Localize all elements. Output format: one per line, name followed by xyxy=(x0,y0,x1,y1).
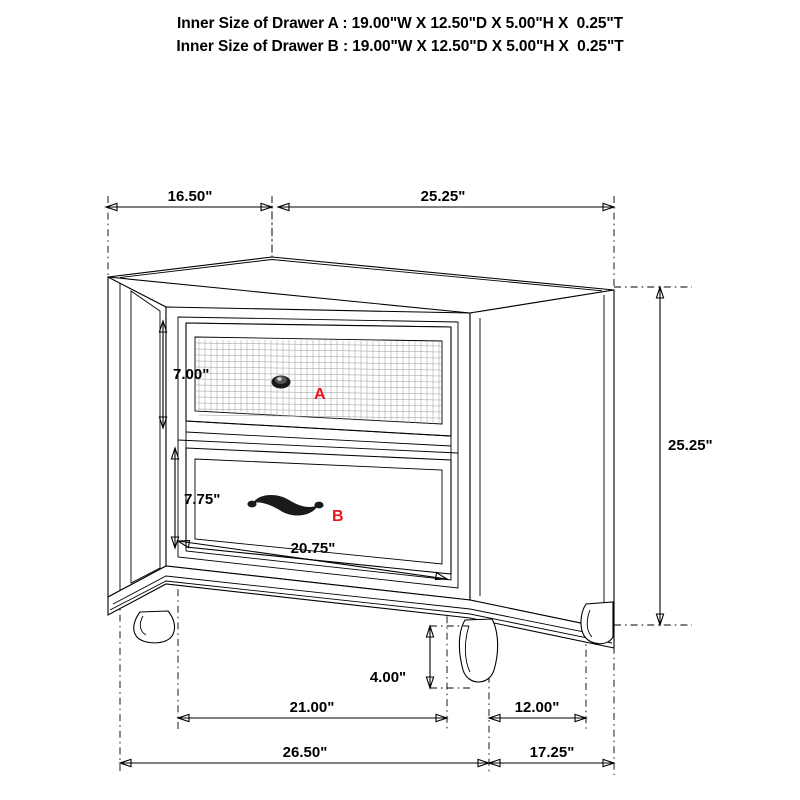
drawer-a[interactable] xyxy=(186,323,451,436)
dim-top-right-text: 25.25" xyxy=(420,188,466,205)
drawer-b-label: B xyxy=(332,508,344,525)
leg-back-right xyxy=(581,602,613,644)
leg-front-right xyxy=(459,619,497,682)
dim-drawer-b-width-text: 20.75" xyxy=(290,540,336,557)
dim-drawer-b-height-text: 7.75" xyxy=(184,491,221,508)
round-knob-icon[interactable] xyxy=(272,376,291,389)
dim-overall-width-text: 26.50" xyxy=(282,744,328,761)
top-dimension-group xyxy=(106,188,614,211)
drawer-b-inner-size-text: Inner Size of Drawer B : 19.00"W X 12.50"D X 5.00"H X 0.25"T xyxy=(176,38,624,55)
dim-top-left-text: 16.50" xyxy=(167,188,213,205)
bottom-dimension-group xyxy=(120,699,614,767)
cabinet-body xyxy=(108,257,614,682)
dim-leg-height-text: 4.00" xyxy=(369,669,407,686)
dim-bottom-front-width-text: 21.00" xyxy=(289,699,335,716)
dim-right-height-text: 25.25" xyxy=(668,437,713,454)
dim-drawer-a-height-text: 7.00" xyxy=(173,366,210,383)
leg-front-left xyxy=(134,611,175,643)
right-height-dimension-group xyxy=(656,287,712,625)
dim-overall-depth-text: 17.25" xyxy=(529,744,575,761)
drawer-a-inner-size-text: Inner Size of Drawer A : 19.00"W X 12.50"D X 5.00"H X 0.25"T xyxy=(177,15,623,32)
dim-bottom-side-depth-text: 12.00" xyxy=(514,699,560,716)
drawer-a-label: A xyxy=(314,386,326,403)
